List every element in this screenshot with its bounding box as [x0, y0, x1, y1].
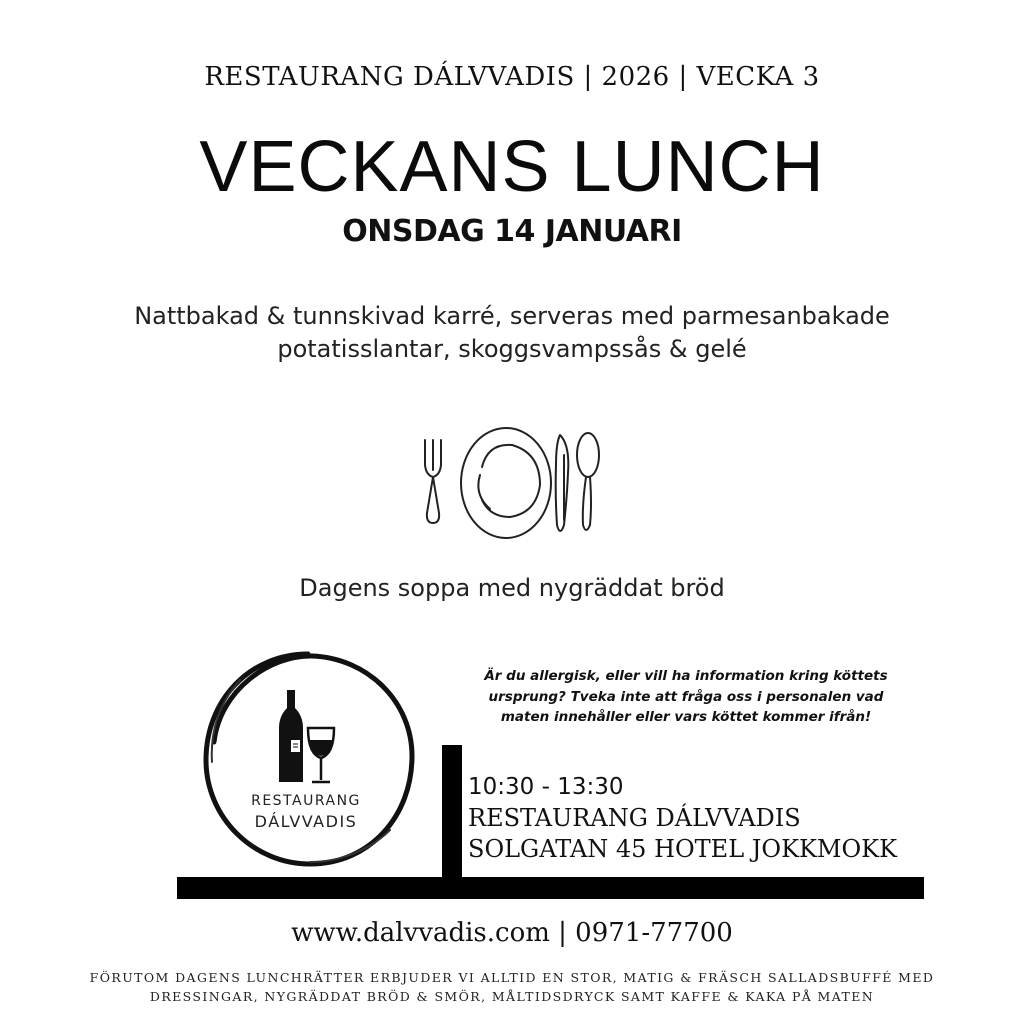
page-title: VECKANS LUNCH [199, 127, 825, 207]
footer-line-2: DRESSINGAR, NYGRÄDDAT BRÖD & SMÖR, MÅLTIDSDRYCK SAMT KAFFE & KAKA PÅ MATEN [149, 989, 875, 1004]
soup-of-the-day: Dagens soppa med nygräddat bröd [299, 574, 725, 602]
dish-line-2: potatisslantar, skoggsvampssås & gelé [277, 335, 747, 363]
allergy-line-1: Är du allergisk, eller vill ha information kring köttets [484, 668, 888, 684]
wine-bottle-glass-icon [279, 690, 334, 782]
allergy-line-2: ursprung? Tveka inte att fråga oss i personalen vad [488, 688, 884, 705]
footer-note [0, 968, 1024, 1006]
allergy-line-3: maten innehåller eller vars köttet kommer ifrån! [500, 709, 872, 725]
restaurant-name: RESTAURANG DÁLVVADIS [468, 804, 801, 832]
restaurant-address: SOLGATAN 45 HOTEL JOKKMOKK [468, 835, 898, 863]
opening-hours: 10:30 - 13:30 [468, 774, 624, 800]
footer-line-1: FÖRUTOM DAGENS LUNCHRÄTTER ERBJUDER VI ALLTID EN STOR, MATIG & FRÄSCH SALLADSBUFFÉ MED [89, 970, 935, 985]
logo [200, 650, 420, 870]
date-heading: ONSDAG 14 JANUARI [342, 214, 682, 249]
divider-horizontal [177, 877, 924, 899]
logo-text [200, 793, 412, 831]
restaurant-info [468, 772, 897, 865]
allergy-note [468, 666, 904, 728]
divider-vertical [442, 745, 462, 887]
contact-line: www.dalvvadis.com | 0971-77700 [291, 918, 733, 948]
dish-line-1: Nattbakad & tunnskivad karré, serveras med parmesanbakade [134, 302, 890, 330]
top-header: RESTAURANG DÁLVVADIS | 2026 | VECKA 3 [204, 62, 820, 92]
logo-line-2: DÁLVVADIS [254, 812, 358, 831]
logo-line-1: RESTAURANG [251, 793, 361, 809]
dish-description [0, 300, 1024, 366]
plate-fork-knife-spoon-icon [410, 425, 610, 550]
